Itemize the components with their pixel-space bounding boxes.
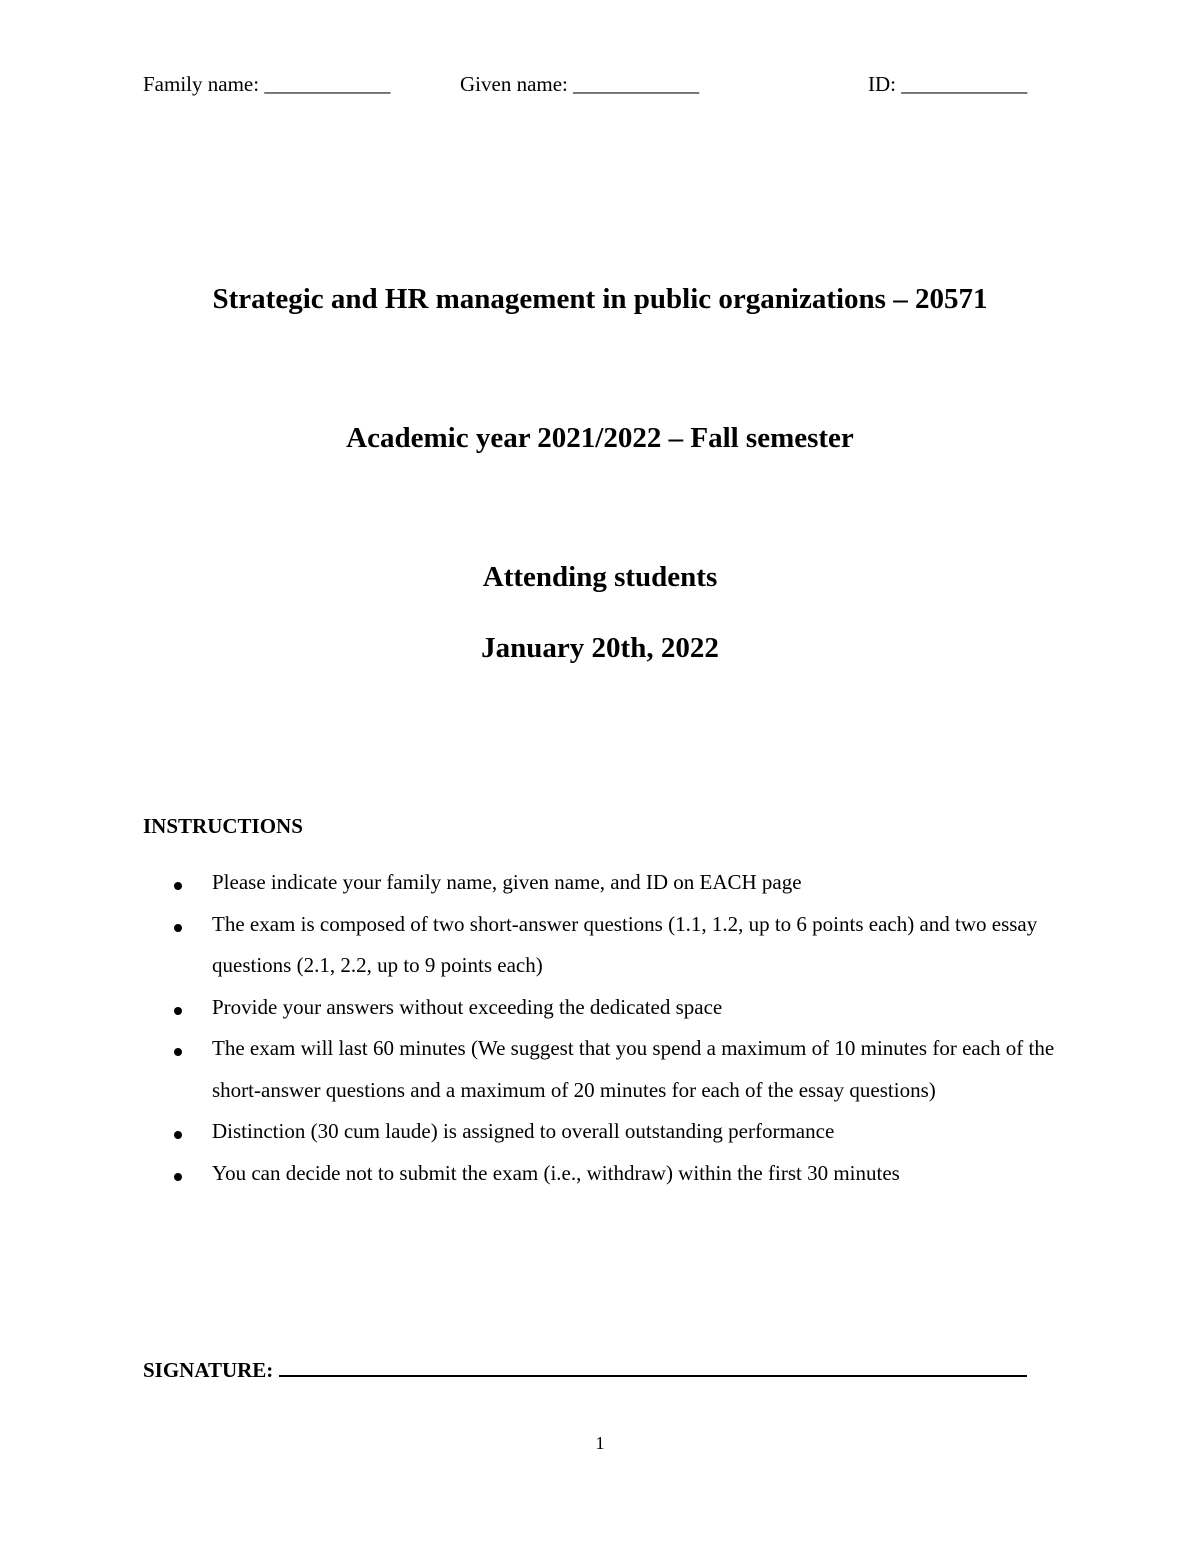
signature-line[interactable]	[279, 1357, 1027, 1377]
students-title: Attending students	[482, 561, 718, 593]
family-name-field: Family name: ____________	[143, 72, 391, 96]
instruction-item	[143, 1153, 1063, 1195]
academic-year-title: Academic year 2021/2022 – Fall semester	[346, 422, 854, 454]
instruction-text: Please indicate your family name, given name, and ID on EACH page	[212, 870, 802, 894]
instructions-list	[143, 862, 1063, 1194]
instruction-item	[143, 987, 1063, 1029]
course-title: Strategic and HR management in public organizations – 20571	[212, 283, 988, 315]
page-number: 1	[595, 1433, 605, 1453]
exam-date: January 20th, 2022	[481, 632, 719, 664]
bullet-icon	[174, 1131, 182, 1139]
bullet-icon	[174, 1007, 182, 1015]
bullet-icon	[174, 1173, 182, 1181]
instruction-text: Provide your answers without exceeding the dedicated space	[212, 994, 723, 1019]
bullet-icon	[174, 1048, 182, 1056]
bullet-icon	[174, 924, 182, 932]
instruction-text: The exam is composed of two short-answer questions (1.1, 1.2, up to 6 points each) and two essay questions (2.1, 2.2, up to 9 points each)	[212, 911, 1038, 977]
instructions-heading: INSTRUCTIONS	[143, 814, 303, 838]
instruction-item	[143, 1028, 1063, 1111]
bullet-icon	[174, 882, 182, 890]
instruction-text: Distinction (30 cum laude) is assigned to overall outstanding performance	[212, 1119, 835, 1143]
id-field: ID: ____________	[868, 72, 1028, 96]
signature-block	[143, 1357, 1027, 1383]
instruction-item	[143, 1111, 1063, 1153]
instruction-text: You can decide not to submit the exam (i.e., withdraw) within the first 30 minutes	[212, 1160, 900, 1185]
signature-label: SIGNATURE:	[143, 1358, 274, 1382]
instruction-item	[143, 862, 1063, 904]
instruction-item	[143, 904, 1063, 987]
given-name-field: Given name: ____________	[460, 72, 700, 96]
instruction-text: The exam will last 60 minutes (We suggest that you spend a maximum of 10 minutes for each of the short-answer questions and a maximum of 20 minutes for each of the essay questions)	[212, 1036, 1055, 1102]
